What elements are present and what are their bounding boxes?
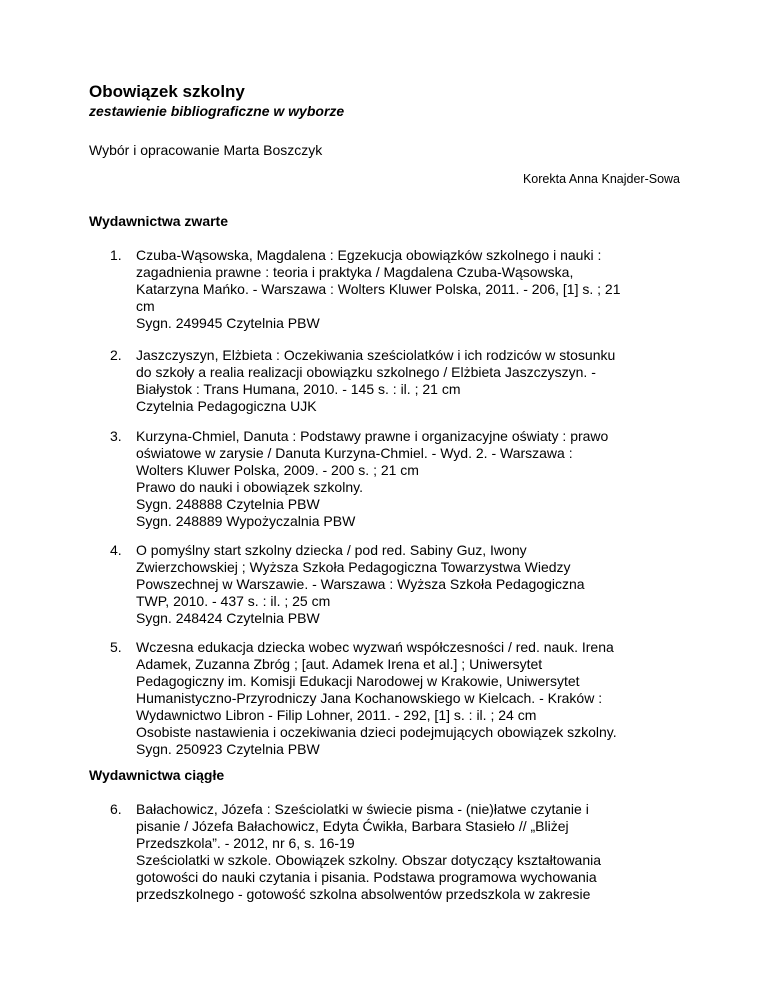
- entry-line: do szkoły a realia realizacji obowiązku szkolnego / Elżbieta Jaszczyszyn. -: [136, 364, 596, 380]
- bibliography-entry: [110, 542, 690, 627]
- bibliography-entry: [110, 428, 690, 530]
- entry-body: [136, 639, 690, 758]
- compiler-credit: Wybór i opracowanie Marta Boszczyk: [89, 142, 323, 158]
- section-heading-periodicals: Wydawnictwa ciągłe: [89, 767, 225, 783]
- entry-line: Osobiste nastawienia i oczekiwania dzieci podejmujących obowiązek szkolny.: [136, 724, 617, 740]
- bibliography-entry: [110, 639, 690, 758]
- entry-number: 1.: [110, 247, 122, 263]
- entry-line: Jaszczyszyn, Elżbieta : Oczekiwania sześciolatków i ich rodziców w stosunku: [136, 347, 616, 363]
- entry-line: Bałachowicz, Józefa : Sześciolatki w świecie pisma - (nie)łatwe czytanie i: [136, 801, 589, 817]
- entry-line: Prawo do nauki i obowiązek szkolny.: [136, 479, 363, 495]
- entry-number: 2.: [110, 347, 122, 363]
- entry-line: Wydawnictwo Libron - Filip Lohner, 2011. - 292, [1] s. : il. ; 24 cm: [136, 707, 537, 723]
- entry-line: Sygn. 250923 Czytelnia PBW: [136, 741, 320, 757]
- entry-body: [136, 542, 690, 627]
- entry-line: Kurzyna-Chmiel, Danuta : Podstawy prawne i organizacyjne oświaty : prawo: [136, 428, 609, 444]
- entry-line: Czuba-Wąsowska, Magdalena : Egzekucja obowiązków szkolnego i nauki :: [136, 247, 602, 263]
- entry-line: Sygn. 248424 Czytelnia PBW: [136, 610, 320, 626]
- entry-line: Wolters Kluwer Polska, 2009. - 200 s. ; 21 cm: [136, 462, 419, 478]
- entry-line: Sygn. 249945 Czytelnia PBW: [136, 315, 320, 331]
- entry-line: oświatowe w zarysie / Danuta Kurzyna-Chmiel. - Wyd. 2. - Warszawa :: [136, 445, 573, 461]
- entry-line: cm: [136, 298, 155, 314]
- entry-line: Adamek, Zuzanna Zbróg ; [aut. Adamek Irena et al.] ; Uniwersytet: [136, 656, 543, 672]
- entry-line: Wczesna edukacja dziecka wobec wyzwań współczesności / red. nauk. Irena: [136, 639, 614, 655]
- entry-line: O pomyślny start szkolny dziecka / pod red. Sabiny Guz, Iwony: [136, 542, 527, 558]
- entry-line: Czytelnia Pedagogiczna UJK: [136, 398, 317, 414]
- entry-line: Powszechnej w Warszawie. - Warszawa : Wyższa Szkoła Pedagogiczna: [136, 576, 585, 592]
- page-title: Obowiązek szkolny: [89, 82, 245, 101]
- entry-line: Pedagogiczny im. Komisji Edukacji Narodowej w Krakowie, Uniwersytet: [136, 673, 580, 689]
- entry-line: TWP, 2010. - 437 s. : il. ; 25 cm: [136, 593, 331, 609]
- page-subtitle: zestawienie bibliograficzne w wyborze: [89, 103, 345, 119]
- entry-number: 4.: [110, 542, 122, 558]
- bibliography-entry: [110, 347, 690, 415]
- bibliography-entry: [110, 247, 690, 332]
- entry-body: [136, 428, 690, 530]
- entry-body: [136, 347, 690, 415]
- bibliography-entry: [110, 801, 690, 903]
- entry-line: gotowości do nauki czytania i pisania. Podstawa programowa wychowania: [136, 869, 597, 885]
- entry-line: pisanie / Józefa Bałachowicz, Edyta Ćwikła, Barbara Stasieło // „Bliżej: [136, 818, 569, 834]
- entry-line: przedszkolnego - gotowość szkolna absolwentów przedszkola w zakresie: [136, 886, 591, 902]
- entry-line: Sygn. 248889 Wypożyczalnia PBW: [136, 513, 356, 529]
- entry-line: Sygn. 248888 Czytelnia PBW: [136, 496, 320, 512]
- entry-line: Przedszkola”. - 2012, nr 6, s. 16-19: [136, 835, 355, 851]
- entry-line: Katarzyna Mańko. - Warszawa : Wolters Kluwer Polska, 2011. - 206, [1] s. ; 21: [136, 281, 621, 297]
- entry-line: zagadnienia prawne : teoria i praktyka / Magdalena Czuba-Wąsowska,: [136, 264, 574, 280]
- corrector-credit: Korekta Anna Knajder-Sowa: [522, 172, 680, 186]
- entry-line: Białystok : Trans Humana, 2010. - 145 s. : il. ; 21 cm: [136, 381, 461, 397]
- entry-line: Zwierzchowskiej ; Wyższa Szkoła Pedagogiczna Towarzystwa Wiedzy: [136, 559, 571, 575]
- section-heading-monographs: Wydawnictwa zwarte: [89, 213, 229, 229]
- entry-line: Sześciolatki w szkole. Obowiązek szkolny. Obszar dotyczący kształtowania: [136, 852, 602, 868]
- entry-body: [136, 801, 690, 903]
- entry-line: Humanistyczno-Przyrodniczy Jana Kochanowskiego w Kielcach. - Kraków :: [136, 690, 603, 706]
- entry-number: 3.: [110, 428, 122, 444]
- entry-number: 6.: [110, 801, 122, 817]
- entry-number: 5.: [110, 639, 122, 655]
- entry-body: [136, 247, 690, 332]
